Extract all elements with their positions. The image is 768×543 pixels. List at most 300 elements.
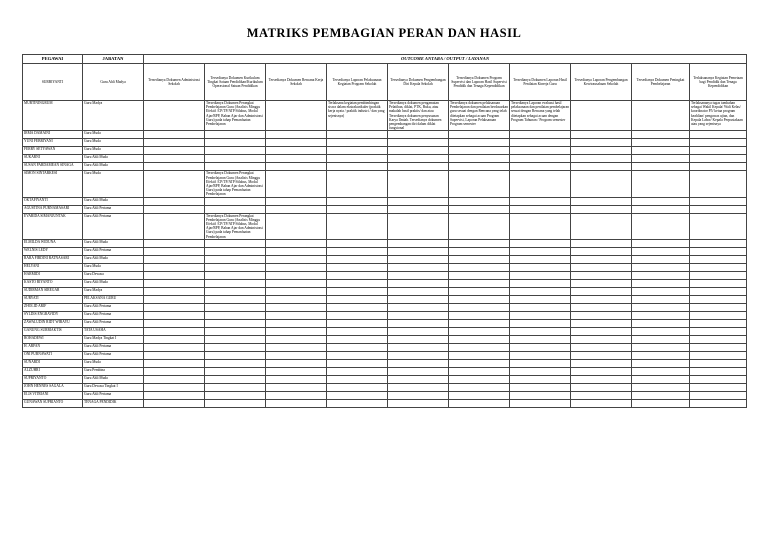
table-row [23,311,747,319]
outcome-cell [510,311,571,319]
employee-name: HARMIDI [23,271,83,279]
outcome-cell [327,263,388,271]
table-row [23,255,747,263]
outcome-cell [571,391,632,399]
outcome-cell [632,171,690,197]
outcome-heading: Tersedianya Dokumen Rencana Kerja Sekolah [266,64,327,101]
outcome-cell [327,255,388,263]
outcome-cell [449,171,510,197]
outcome-cell [690,205,747,213]
outcome-cell [144,375,205,383]
employee-name: SUPRIYANTO [23,375,83,383]
outcome-cell [690,319,747,327]
outcome-cell [510,205,571,213]
employee-position: Guru Ahli Muda [83,255,144,263]
outcome-cell [449,263,510,271]
outcome-cell [388,351,449,359]
outcome-cell [632,247,690,255]
outcome-cell [449,163,510,171]
outcome-cell [632,197,690,205]
outcome-cell [571,263,632,271]
outcome-cell [690,383,747,391]
outcome-cell [327,295,388,303]
employee-position: Guru Ahli Pertama [83,319,144,327]
outcome-cell [571,319,632,327]
outcome-cell [144,139,205,147]
outcome-cell [266,131,327,139]
outcome-cell [690,247,747,255]
outcome-cell [632,375,690,383]
outcome-cell [510,171,571,197]
outcome-cell [510,295,571,303]
outcome-cell [144,205,205,213]
outcome-cell [632,359,690,367]
outcome-cell [632,311,690,319]
outcome-cell: Tersedianya dokumen pengamatan Pelatihan, diklat, PTK, Buku, atau makalah hasil praktis/ dan atau Tersedianya dokumen penyusunan Karya Ilmiah. Tersedianya dokumen pengembangan diri dalam diklat fungsional [388,101,449,131]
outcome-cell [632,399,690,407]
column-heading-row [23,64,747,101]
outcome-cell [690,139,747,147]
outcome-cell [205,295,266,303]
outcome-cell [327,327,388,335]
outcome-cell [266,255,327,263]
employee-name: IRMA DAMAINI [23,131,83,139]
outcome-cell [266,375,327,383]
employee-position: TATA USAHA [83,327,144,335]
outcome-cell [690,359,747,367]
employee-name: OKTAFIYANTI [23,197,83,205]
outcome-cell [449,375,510,383]
outcome-cell [205,271,266,279]
outcome-cell [632,239,690,247]
outcome-cell [510,335,571,343]
outcome-cell [266,263,327,271]
employee-name: ONI PURNAWATI [23,351,83,359]
outcome-cell [327,383,388,391]
employee-name: SYLDIS ENGRAVIDY [23,311,83,319]
outcome-cell [266,319,327,327]
employee-position: Guru Madya Tingkat I [83,335,144,343]
outcome-cell [205,359,266,367]
employee-name: JOHN HENNES SAGALA [23,383,83,391]
outcome-cell [205,263,266,271]
outcome-heading: Terlaksananya Kegiatan Pemetaan bagi Pendidik dan Tenaga Kependidikan [690,64,747,101]
outcome-heading: Tersedianya Dokumen Program Supervisi dan Laporan Hasil Supervisi Pendidik dan Tenaga Kependidikan [449,64,510,101]
outcome-cell [571,163,632,171]
outcome-cell [144,163,205,171]
employee-position: Guru Ahli Muda [83,375,144,383]
outcome-cell [690,197,747,205]
outcome-cell [388,263,449,271]
employee-position: Guru Ahli Muda [83,239,144,247]
outcome-cell [327,335,388,343]
employee-name: WELNIS LEDY [23,247,83,255]
outcome-cell [144,327,205,335]
table-row [23,375,747,383]
outcome-cell [266,359,327,367]
outcome-cell [327,171,388,197]
table-row [23,391,747,399]
outcome-cell [510,303,571,311]
outcome-cell [144,391,205,399]
outcome-cell [266,367,327,375]
outcome-cell [327,367,388,375]
outcome-cell [449,205,510,213]
employee-name: ROHADEWI [23,335,83,343]
outcome-cell [571,171,632,197]
outcome-cell [449,391,510,399]
outcome-cell [510,271,571,279]
outcome-cell [266,271,327,279]
outcome-heading: Tersedianya Dokumen Laporan Hasil Penilaian Kinerja Guru [510,64,571,101]
outcome-cell [632,279,690,287]
outcome-cell [388,163,449,171]
employee-name: GANUNG SURBIAKTIS [23,327,83,335]
outcome-cell [632,319,690,327]
outcome-cell [205,155,266,163]
outcome-cell [144,279,205,287]
outcome-cell [632,367,690,375]
outcome-cell [266,351,327,359]
outcome-cell [205,279,266,287]
outcome-cell [632,327,690,335]
outcome-cell [632,271,690,279]
outcome-cell [449,343,510,351]
outcome-cell: Terlaksananya tugas tambahan sebagai Wakil Kepala/ Wali Kelas/ koordinator P5/ ketua program keahlian/ pengawas ujian, dan Kepala Labor/ Kepala Perpustakaan atau yang sejenisnya [690,101,747,131]
outcome-cell [266,311,327,319]
outcome-cell [327,163,388,171]
outcome-cell [144,239,205,247]
outcome-cell [388,335,449,343]
outcome-cell [144,295,205,303]
outcome-cell [205,139,266,147]
outcome-cell [510,367,571,375]
employee-name: SUDIRMAN SIREGAR [23,287,83,295]
outcome-cell [510,239,571,247]
employee-name: ALZUHRI [23,367,83,375]
outcome-cell [449,255,510,263]
outcome-cell [266,213,327,239]
outcome-cell [205,287,266,295]
outcome-cell [510,279,571,287]
outcome-cell [690,295,747,303]
outcome-cell [388,213,449,239]
outcome-cell [632,383,690,391]
employee-name: YUNI FEBRIYANI [23,139,83,147]
outcome-cell [388,327,449,335]
outcome-cell [388,247,449,255]
table-row [23,383,747,391]
outcome-cell [205,335,266,343]
outcome-cell [205,205,266,213]
outcome-cell [266,295,327,303]
table-row [23,247,747,255]
outcome-cell [690,213,747,239]
table-row [23,131,747,139]
outcome-cell [144,399,205,407]
outcome-cell [690,327,747,335]
outcome-cell [144,319,205,327]
outcome-cell [388,399,449,407]
outcome-cell: Tersedianya Dokumen Perangkat Pembelajaran Guru (Analisis Minggu Efektif /CP/TP/ATP/Silabus, Modul Ajar/RPP, Bahan Ajar dan Administrasi Guru) pada tahap Pemanfaatan Pembelajaran [205,171,266,197]
outcome-cell [327,247,388,255]
outcome-cell [144,263,205,271]
outcome-cell [144,343,205,351]
outcome-cell [690,171,747,197]
outcome-cell [205,311,266,319]
outcome-cell [388,391,449,399]
employee-position: Guru Dewasa Tingkat I [83,383,144,391]
outcome-cell [266,343,327,351]
table-row [23,287,747,295]
outcome-cell [571,311,632,319]
outcome-cell [510,359,571,367]
head-jabatan-cell: Guru Ahli Madya [83,64,144,101]
employee-position: TENAGA PENDIDIK [83,399,144,407]
employee-name: H. ARFAN [23,343,83,351]
employee-position: Guru Ahli Pertama [83,303,144,311]
outcome-cell [571,155,632,163]
outcome-cell [388,319,449,327]
outcome-cell [690,287,747,295]
outcome-cell [144,335,205,343]
outcome-cell [388,205,449,213]
table-row [23,101,747,131]
outcome-cell [510,131,571,139]
employee-position: Guru Ahli Muda [83,279,144,287]
outcome-cell [327,205,388,213]
outcome-cell [327,351,388,359]
outcome-cell [205,303,266,311]
outcome-cell [571,343,632,351]
employee-name: SURYATI [23,295,83,303]
outcome-cell [205,375,266,383]
outcome-cell [690,271,747,279]
employee-position: Guru Pembina [83,367,144,375]
outcome-cell [510,343,571,351]
employee-name: SUKARNI [23,155,83,163]
table-row [23,335,747,343]
outcome-cell [690,351,747,359]
outcome-cell [388,383,449,391]
outcome-cell [327,271,388,279]
page-title: MATRIKS PEMBAGIAN PERAN DAN HASIL [246,26,522,40]
outcome-cell [690,147,747,155]
outcome-cell [327,131,388,139]
outcome-cell [388,197,449,205]
outcome-cell [449,303,510,311]
outcome-cell [144,131,205,139]
employee-position: Guru Ahli Pertama [83,213,144,239]
outcome-cell [690,391,747,399]
outcome-cell [632,263,690,271]
outcome-cell [510,247,571,255]
outcome-cell [205,147,266,155]
header-pegawai: PEGAWAI [23,55,83,64]
outcome-cell [205,351,266,359]
outcome-cell [266,287,327,295]
outcome-cell [388,343,449,351]
outcome-cell [449,351,510,359]
outcome-cell [144,303,205,311]
outcome-cell [690,367,747,375]
table-row [23,271,747,279]
outcome-cell [571,287,632,295]
table-row [23,239,747,247]
table-row [23,139,747,147]
outcome-cell [571,205,632,213]
outcome-cell [632,351,690,359]
outcome-cell [510,287,571,295]
outcome-cell [571,139,632,147]
employee-name: AGUSTINA PURNAMASARI [23,205,83,213]
outcome-cell [388,155,449,163]
outcome-cell [388,171,449,197]
employee-position: Guru Ahli Pertama [83,205,144,213]
outcome-cell [571,147,632,155]
employee-name: ZAWALUDIN RIDT WIRAYU [23,319,83,327]
outcome-cell [205,319,266,327]
outcome-cell [144,147,205,155]
header-jabatan: JABATAN [83,55,144,64]
outcome-cell [510,255,571,263]
outcome-cell [144,247,205,255]
outcome-cell [144,367,205,375]
outcome-cell [510,197,571,205]
outcome-cell [690,163,747,171]
outcome-cell [632,335,690,343]
outcome-cell [327,155,388,163]
employee-name: RARA FIRDINI RATNASARI [23,255,83,263]
outcome-cell [571,375,632,383]
table-row [23,303,747,311]
outcome-heading: Tersedianya Laporan Pengembangan Kewirausahaan Sekolah [571,64,632,101]
employee-position: Guru Muda [83,147,144,155]
outcome-cell [327,375,388,383]
outcome-cell [266,147,327,155]
outcome-cell [388,147,449,155]
outcome-cell [327,139,388,147]
outcome-cell [388,279,449,287]
outcome-cell [388,131,449,139]
employee-position: Guru Dewasa [83,271,144,279]
outcome-cell [632,147,690,155]
outcome-cell [144,155,205,163]
outcome-cell [144,287,205,295]
outcome-cell [449,271,510,279]
outcome-cell [449,287,510,295]
outcome-cell [388,287,449,295]
outcome-cell [327,359,388,367]
employee-position: Guru Madya [83,287,144,295]
outcome-cell [205,239,266,247]
outcome-cell [571,335,632,343]
table-row [23,205,747,213]
outcome-cell: Tersedianya Dokumen Perangkat Pembelajaran Guru (Analisis Minggu Efektif /CP/TP/ATP/Silabus, Modul Ajar/RPP, Bahan Ajar dan Administrasi Guru) pada tahap Pemanfaatan Pembelajaran [205,213,266,239]
outcome-cell [327,147,388,155]
outcome-cell [510,375,571,383]
outcome-cell [449,359,510,367]
employee-position: Guru Ahli Pertama [83,311,144,319]
outcome-cell: Terlaksana kegiatan pembimbingan siswa dalam ekstrakurikuler (praktik kerja nyata / praktik industri / dan yang sejenisnya) [327,101,388,131]
outcome-cell [571,327,632,335]
outcome-cell [690,155,747,163]
table-row [23,197,747,205]
employee-name: MURTININGRUM [23,101,83,131]
outcome-cell [266,399,327,407]
outcome-cell [388,255,449,263]
outcome-cell [449,335,510,343]
outcome-cell [388,139,449,147]
outcome-cell [327,287,388,295]
outcome-cell [205,197,266,205]
outcome-cell [571,399,632,407]
outcome-cell [266,327,327,335]
outcome-cell [388,375,449,383]
outcome-cell [690,399,747,407]
employee-position: Guru Muda [83,139,144,147]
outcome-cell: Tersedianya dokumen pelaksanaan Pembelajaran dan penilaian berdasarkan guru sesuai dengan Rencana yang telah ditetapkan sebagai acuan Program Supervisi, Laporan Pelaksanaan Program semester [449,101,510,131]
table-row [23,213,747,239]
outcome-cell [205,391,266,399]
employee-name: ZHOLID ARIF [23,303,83,311]
outcome-cell [632,391,690,399]
outcome-cell: Tersedianya Dokumen Perangkat Pembelajaran Guru (Analisis Minggu Efektif /CP/TP/ATP/Silabus, Modul Ajar/RPP, Bahan Ajar dan Administrasi Guru) pada tahap Pemanfaatan Pembelajaran [205,101,266,131]
outcome-cell [205,367,266,375]
table-row [23,351,747,359]
outcome-cell [449,197,510,205]
outcome-cell [266,197,327,205]
outcome-cell [571,279,632,287]
outcome-cell [205,327,266,335]
outcome-cell [266,247,327,255]
outcome-cell [144,351,205,359]
outcome-cell [510,391,571,399]
header-outcome: OUTCOME ANTARA / OUTPUT / LAYANAN [144,55,747,64]
employee-position: Guru Ahli Pertama [83,391,144,399]
outcome-cell [327,311,388,319]
outcome-cell [266,335,327,343]
outcome-cell [571,271,632,279]
outcome-cell [510,327,571,335]
outcome-cell [571,213,632,239]
outcome-cell: Tersedianya Laporan evaluasi hasil pelaksanaan dan penilaian pembelajaran sesuai dengan Rencana yang telah ditetapkan sebagai acuan dengan Program Tahunan / Program semester [510,101,571,131]
outcome-cell [571,239,632,247]
outcome-cell [690,131,747,139]
outcome-cell [144,359,205,367]
employee-position: Guru Ahli Muda [83,163,144,171]
employee-position: Guru Madya [83,101,144,131]
outcome-cell [449,213,510,239]
outcome-cell [510,263,571,271]
outcome-cell [266,101,327,131]
outcome-cell [632,255,690,263]
outcome-cell [449,311,510,319]
outcome-cell [449,319,510,327]
outcome-cell [632,343,690,351]
outcome-cell [449,367,510,375]
outcome-cell [144,171,205,197]
table-row [23,295,747,303]
outcome-cell [571,303,632,311]
head-pegawai-cell: SURBIYANTI [23,64,83,101]
table-row [23,279,747,287]
table-row [23,399,747,407]
outcome-cell [510,147,571,155]
outcome-cell [571,101,632,131]
outcome-cell [449,295,510,303]
employee-name: EVARIDA SIMANJUNTAK [23,213,83,239]
